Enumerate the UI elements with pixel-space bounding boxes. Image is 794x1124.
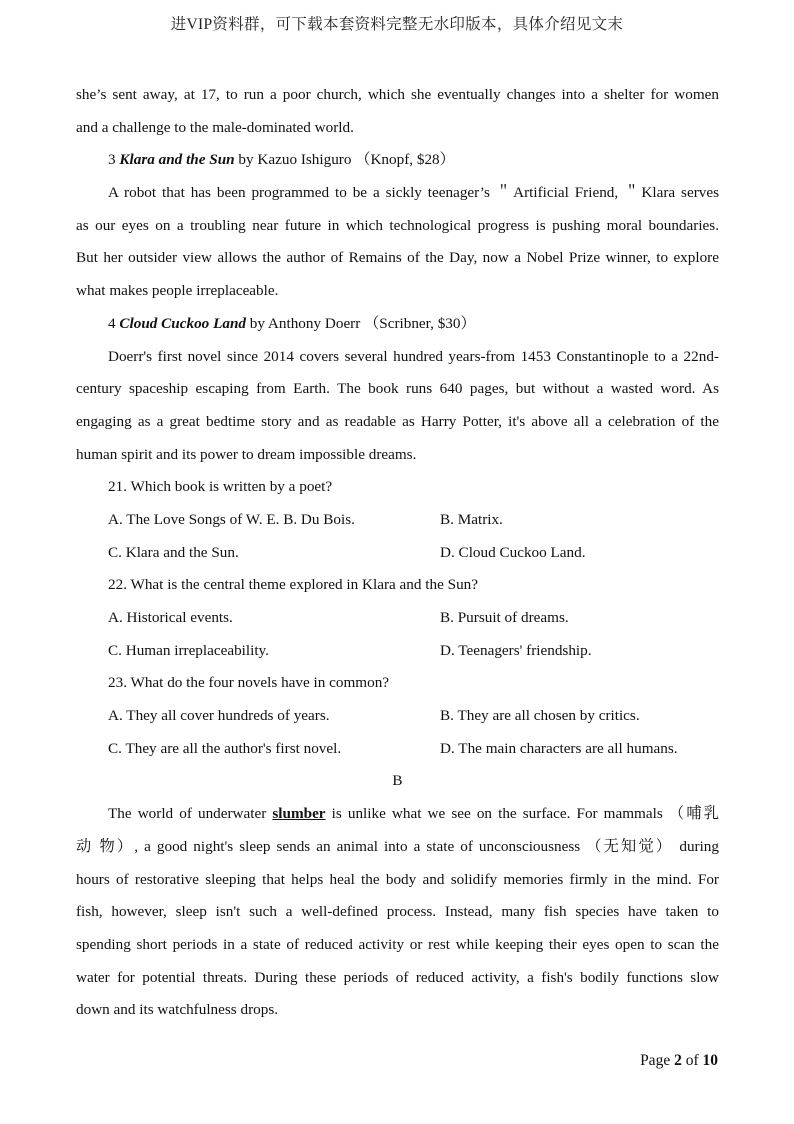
text-line: down and its watchfulness drops. xyxy=(76,1001,279,1019)
book-heading xyxy=(76,308,719,341)
option-d: D. Cloud Cuckoo Land. xyxy=(440,543,586,561)
option-b: B. They are all chosen by critics. xyxy=(440,707,640,725)
option-a: A. They all cover hundreds of years. xyxy=(108,707,330,725)
page-prefix: Page xyxy=(640,1052,675,1069)
current-page: 2 xyxy=(674,1052,682,1069)
option-d: D. Teenagers' friendship. xyxy=(440,641,592,659)
text-segment: is unlike what we see on the surface. For mammals （哺乳 xyxy=(325,805,719,823)
text-line: Doerr's first novel since 2014 covers several hundred years-from 1453 Constantinople to a 22nd- xyxy=(108,347,719,365)
page-content xyxy=(76,79,719,1027)
text-line: spending short periods in a state of reduced activity or rest while keeping their eyes open to scan the xyxy=(76,935,719,953)
text-line: A robot that has been programmed to be a sickly teenager’s ＂Artificial Friend, ＂Klara serves xyxy=(108,184,719,202)
option-b: B. Pursuit of dreams. xyxy=(440,609,569,626)
text-line xyxy=(76,798,719,831)
option-row xyxy=(76,537,719,570)
question-stem: 22. What is the central theme explored in Klara and the Sun? xyxy=(108,576,479,594)
text-line: fish, however, sleep isn't such a well-defined process. Instead, many fish species have taken to xyxy=(76,903,719,921)
text-line: century spaceship escaping from Earth. The book runs 640 pages, but without a wasted word. As xyxy=(76,380,719,398)
book-title: Klara and the Sun xyxy=(119,151,235,169)
option-row xyxy=(76,700,719,733)
text-line: But her outsider view allows the author of Remains of the Day, now a Nobel Prize winner, to explore xyxy=(76,249,719,267)
option-row xyxy=(76,504,719,537)
page-of: of xyxy=(681,1052,703,1069)
section-label: B xyxy=(392,772,403,790)
option-c: C. Klara and the Sun. xyxy=(108,543,239,561)
option-a: A. Historical events. xyxy=(108,609,233,626)
text-line: and a challenge to the male-dominated world. xyxy=(76,118,354,136)
total-pages: 10 xyxy=(702,1052,718,1069)
text-line: what makes people irreplaceable. xyxy=(76,282,279,300)
text-line: 动 物）, a good night's sleep sends an animal into a state of unconsciousness （无知觉） during xyxy=(76,837,719,855)
option-row xyxy=(76,733,719,766)
text-line: hours of restorative sleeping that helps heal the body and solidify memories firmly in the mind. For xyxy=(76,870,719,888)
text-line: as our eyes on a troubling near future in which technological progress is pushing moral boundaries. xyxy=(76,216,719,234)
vocab-word: slumber xyxy=(272,805,326,823)
book-heading xyxy=(76,144,719,177)
option-b: B. Matrix. xyxy=(440,510,503,528)
book-number: 4 xyxy=(108,314,120,332)
option-d: D. The main characters are all humans. xyxy=(440,739,678,757)
text-line: she’s sent away, at 17, to run a poor church, which she eventually changes into a shelter for women xyxy=(76,86,719,103)
text-line: water for potential threats. During these periods of reduced activity, a fish's bodily functions slow xyxy=(76,968,719,986)
option-row xyxy=(76,635,719,668)
question-stem: 21. Which book is written by a poet? xyxy=(108,478,333,496)
text-segment: The world of underwater xyxy=(108,805,273,823)
option-c: C. Human irreplaceability. xyxy=(108,641,269,659)
option-a: A. The Love Songs of W. E. B. Du Bois. xyxy=(108,510,355,528)
text-line: engaging as a great bedtime story and as readable as Harry Potter, it's above all a celebration of the xyxy=(76,412,719,430)
page-number xyxy=(640,1052,718,1070)
text-line: human spirit and its power to dream impossible dreams. xyxy=(76,445,417,463)
book-number: 3 xyxy=(108,151,120,169)
book-author: by Kazuo Ishiguro （Knopf, $28） xyxy=(234,151,455,169)
question-stem: 23. What do the four novels have in common? xyxy=(108,674,390,692)
option-c: C. They are all the author's first novel. xyxy=(108,739,342,757)
book-title: Cloud Cuckoo Land xyxy=(119,314,246,332)
page-header-banner: 进VIP资料群，可下载本套资料完整无水印版本，具体介绍见文末 xyxy=(170,16,624,33)
option-row xyxy=(76,602,719,635)
book-author: by Anthony Doerr （Scribner, $30） xyxy=(245,314,476,332)
